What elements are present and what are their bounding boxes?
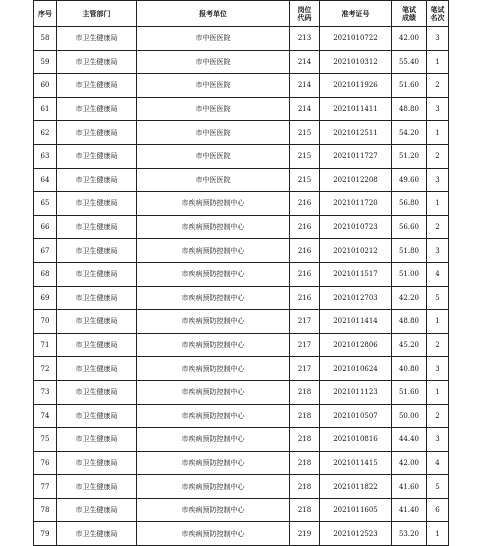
cell-department: 市卫生健康局 [57, 121, 137, 145]
table-row [34, 262, 449, 286]
cell-position-code: 216 [290, 215, 320, 239]
cell-admission-number: 2021011605 [320, 498, 392, 522]
cell-written-score: 48.80 [392, 310, 427, 334]
cell-department: 市卫生健康局 [57, 50, 137, 74]
cell-applied-unit: 市中医医院 [137, 27, 290, 51]
cell-written-score: 49.60 [392, 168, 427, 192]
cell-serial-number: 62 [34, 121, 57, 145]
table-row [34, 144, 449, 168]
cell-written-score: 54.20 [392, 121, 427, 145]
cell-written-score: 40.80 [392, 357, 427, 381]
cell-written-rank: 2 [427, 215, 449, 239]
cell-department: 市卫生健康局 [57, 380, 137, 404]
cell-written-score: 42.00 [392, 27, 427, 51]
cell-serial-number: 65 [34, 192, 57, 216]
cell-admission-number: 2021011727 [320, 144, 392, 168]
table-row [34, 121, 449, 145]
cell-written-rank: 1 [427, 310, 449, 334]
cell-written-score: 48.80 [392, 97, 427, 121]
cell-written-rank: 5 [427, 286, 449, 310]
score-table [33, 0, 449, 546]
cell-applied-unit: 市疾病预防控制中心 [137, 475, 290, 499]
cell-department: 市卫生健康局 [57, 310, 137, 334]
table-row [34, 333, 449, 357]
cell-written-rank: 3 [427, 27, 449, 51]
cell-position-code: 215 [290, 144, 320, 168]
cell-department: 市卫生健康局 [57, 74, 137, 98]
cell-applied-unit: 市疾病预防控制中心 [137, 357, 290, 381]
cell-department: 市卫生健康局 [57, 428, 137, 452]
cell-serial-number: 71 [34, 333, 57, 357]
cell-department: 市卫生健康局 [57, 97, 137, 121]
cell-position-code: 216 [290, 239, 320, 263]
cell-department: 市卫生健康局 [57, 404, 137, 428]
cell-serial-number: 77 [34, 475, 57, 499]
cell-written-score: 44.40 [392, 428, 427, 452]
cell-position-code: 218 [290, 428, 320, 452]
cell-written-rank: 1 [427, 380, 449, 404]
table-row [34, 380, 449, 404]
cell-department: 市卫生健康局 [57, 498, 137, 522]
score-table-page [33, 0, 448, 546]
table-row [34, 215, 449, 239]
cell-department: 市卫生健康局 [57, 286, 137, 310]
cell-serial-number: 60 [34, 74, 57, 98]
table-row [34, 451, 449, 475]
cell-admission-number: 2021010722 [320, 27, 392, 51]
cell-department: 市卫生健康局 [57, 451, 137, 475]
cell-written-rank: 1 [427, 522, 449, 546]
cell-position-code: 218 [290, 404, 320, 428]
cell-written-rank: 3 [427, 168, 449, 192]
cell-serial-number: 58 [34, 27, 57, 51]
cell-position-code: 213 [290, 27, 320, 51]
cell-admission-number: 2021012703 [320, 286, 392, 310]
cell-position-code: 218 [290, 475, 320, 499]
cell-position-code: 217 [290, 333, 320, 357]
cell-applied-unit: 市中医医院 [137, 50, 290, 74]
cell-applied-unit: 市中医医院 [137, 144, 290, 168]
cell-written-score: 51.60 [392, 74, 427, 98]
header-admission-number: 准考证号 [320, 1, 392, 27]
cell-applied-unit: 市中医医院 [137, 74, 290, 98]
table-row [34, 27, 449, 51]
cell-admission-number: 2021010507 [320, 404, 392, 428]
cell-written-rank: 3 [427, 428, 449, 452]
cell-applied-unit: 市疾病预防控制中心 [137, 286, 290, 310]
cell-written-score: 51.00 [392, 262, 427, 286]
cell-position-code: 217 [290, 357, 320, 381]
cell-applied-unit: 市疾病预防控制中心 [137, 451, 290, 475]
cell-position-code: 216 [290, 286, 320, 310]
cell-applied-unit: 市中医医院 [137, 121, 290, 145]
cell-serial-number: 79 [34, 522, 57, 546]
cell-position-code: 214 [290, 97, 320, 121]
cell-position-code: 217 [290, 310, 320, 334]
cell-admission-number: 2021010624 [320, 357, 392, 381]
table-row [34, 428, 449, 452]
cell-admission-number: 2021010723 [320, 215, 392, 239]
cell-department: 市卫生健康局 [57, 168, 137, 192]
cell-position-code: 216 [290, 192, 320, 216]
cell-position-code: 218 [290, 380, 320, 404]
cell-applied-unit: 市疾病预防控制中心 [137, 498, 290, 522]
cell-written-rank: 1 [427, 121, 449, 145]
cell-department: 市卫生健康局 [57, 357, 137, 381]
cell-admission-number: 2021011123 [320, 380, 392, 404]
cell-written-score: 51.80 [392, 239, 427, 263]
cell-written-rank: 1 [427, 50, 449, 74]
header-written-rank: 笔试 名次 [427, 1, 449, 27]
cell-department: 市卫生健康局 [57, 144, 137, 168]
cell-serial-number: 72 [34, 357, 57, 381]
cell-written-rank: 4 [427, 262, 449, 286]
cell-department: 市卫生健康局 [57, 333, 137, 357]
cell-serial-number: 64 [34, 168, 57, 192]
cell-admission-number: 2021010212 [320, 239, 392, 263]
cell-applied-unit: 市疾病预防控制中心 [137, 262, 290, 286]
table-row [34, 168, 449, 192]
cell-admission-number: 2021011517 [320, 262, 392, 286]
cell-position-code: 219 [290, 522, 320, 546]
cell-written-score: 51.20 [392, 144, 427, 168]
cell-position-code: 214 [290, 50, 320, 74]
cell-written-score: 50.00 [392, 404, 427, 428]
cell-position-code: 216 [290, 262, 320, 286]
cell-serial-number: 59 [34, 50, 57, 74]
cell-admission-number: 2021011414 [320, 310, 392, 334]
cell-admission-number: 2021011926 [320, 74, 392, 98]
cell-admission-number: 2021011822 [320, 475, 392, 499]
cell-serial-number: 74 [34, 404, 57, 428]
header-written-score: 笔试 成绩 [392, 1, 427, 27]
cell-written-rank: 2 [427, 144, 449, 168]
cell-admission-number: 2021011411 [320, 97, 392, 121]
table-row [34, 97, 449, 121]
cell-serial-number: 73 [34, 380, 57, 404]
cell-position-code: 218 [290, 498, 320, 522]
cell-written-rank: 2 [427, 404, 449, 428]
cell-serial-number: 61 [34, 97, 57, 121]
cell-department: 市卫生健康局 [57, 215, 137, 239]
cell-written-score: 45.20 [392, 333, 427, 357]
cell-admission-number: 2021011720 [320, 192, 392, 216]
cell-written-rank: 3 [427, 239, 449, 263]
table-row [34, 239, 449, 263]
table-row [34, 404, 449, 428]
table-row [34, 192, 449, 216]
cell-applied-unit: 市中医医院 [137, 168, 290, 192]
cell-admission-number: 2021012806 [320, 333, 392, 357]
cell-serial-number: 63 [34, 144, 57, 168]
cell-position-code: 215 [290, 168, 320, 192]
cell-department: 市卫生健康局 [57, 522, 137, 546]
cell-written-rank: 6 [427, 498, 449, 522]
cell-written-score: 53.20 [392, 522, 427, 546]
cell-written-rank: 4 [427, 451, 449, 475]
cell-position-code: 218 [290, 451, 320, 475]
cell-admission-number: 2021010312 [320, 50, 392, 74]
cell-admission-number: 2021012208 [320, 168, 392, 192]
cell-written-rank: 3 [427, 357, 449, 381]
cell-serial-number: 68 [34, 262, 57, 286]
header-serial-number: 序号 [34, 1, 57, 27]
cell-written-rank: 2 [427, 333, 449, 357]
cell-written-score: 41.40 [392, 498, 427, 522]
cell-serial-number: 75 [34, 428, 57, 452]
table-row [34, 498, 449, 522]
cell-applied-unit: 市疾病预防控制中心 [137, 380, 290, 404]
header-position-code: 岗位 代码 [290, 1, 320, 27]
table-row [34, 522, 449, 546]
cell-written-score: 56.60 [392, 215, 427, 239]
cell-serial-number: 66 [34, 215, 57, 239]
cell-written-rank: 1 [427, 192, 449, 216]
cell-applied-unit: 市疾病预防控制中心 [137, 310, 290, 334]
cell-applied-unit: 市疾病预防控制中心 [137, 239, 290, 263]
table-row [34, 357, 449, 381]
cell-department: 市卫生健康局 [57, 475, 137, 499]
cell-department: 市卫生健康局 [57, 239, 137, 263]
cell-written-score: 55.40 [392, 50, 427, 74]
table-row [34, 475, 449, 499]
cell-serial-number: 76 [34, 451, 57, 475]
table-row [34, 310, 449, 334]
cell-applied-unit: 市疾病预防控制中心 [137, 192, 290, 216]
table-row [34, 286, 449, 310]
cell-written-score: 42.00 [392, 451, 427, 475]
cell-position-code: 215 [290, 121, 320, 145]
cell-applied-unit: 市疾病预防控制中心 [137, 215, 290, 239]
cell-serial-number: 78 [34, 498, 57, 522]
cell-applied-unit: 市疾病预防控制中心 [137, 333, 290, 357]
cell-serial-number: 70 [34, 310, 57, 334]
cell-admission-number: 2021012523 [320, 522, 392, 546]
cell-admission-number: 2021011415 [320, 451, 392, 475]
header-row [34, 1, 449, 27]
cell-serial-number: 69 [34, 286, 57, 310]
cell-written-score: 41.60 [392, 475, 427, 499]
cell-applied-unit: 市疾病预防控制中心 [137, 428, 290, 452]
cell-written-score: 42.20 [392, 286, 427, 310]
header-applied-unit: 报考单位 [137, 1, 290, 27]
table-row [34, 74, 449, 98]
cell-department: 市卫生健康局 [57, 27, 137, 51]
cell-department: 市卫生健康局 [57, 262, 137, 286]
cell-admission-number: 2021010816 [320, 428, 392, 452]
cell-serial-number: 67 [34, 239, 57, 263]
cell-applied-unit: 市疾病预防控制中心 [137, 522, 290, 546]
cell-written-score: 51.60 [392, 380, 427, 404]
cell-written-rank: 2 [427, 74, 449, 98]
cell-department: 市卫生健康局 [57, 192, 137, 216]
header-department: 主管部门 [57, 1, 137, 27]
cell-applied-unit: 市中医医院 [137, 97, 290, 121]
cell-admission-number: 2021012511 [320, 121, 392, 145]
table-row [34, 50, 449, 74]
cell-position-code: 214 [290, 74, 320, 98]
cell-written-rank: 5 [427, 475, 449, 499]
cell-written-score: 56.80 [392, 192, 427, 216]
cell-written-rank: 3 [427, 97, 449, 121]
cell-applied-unit: 市疾病预防控制中心 [137, 404, 290, 428]
